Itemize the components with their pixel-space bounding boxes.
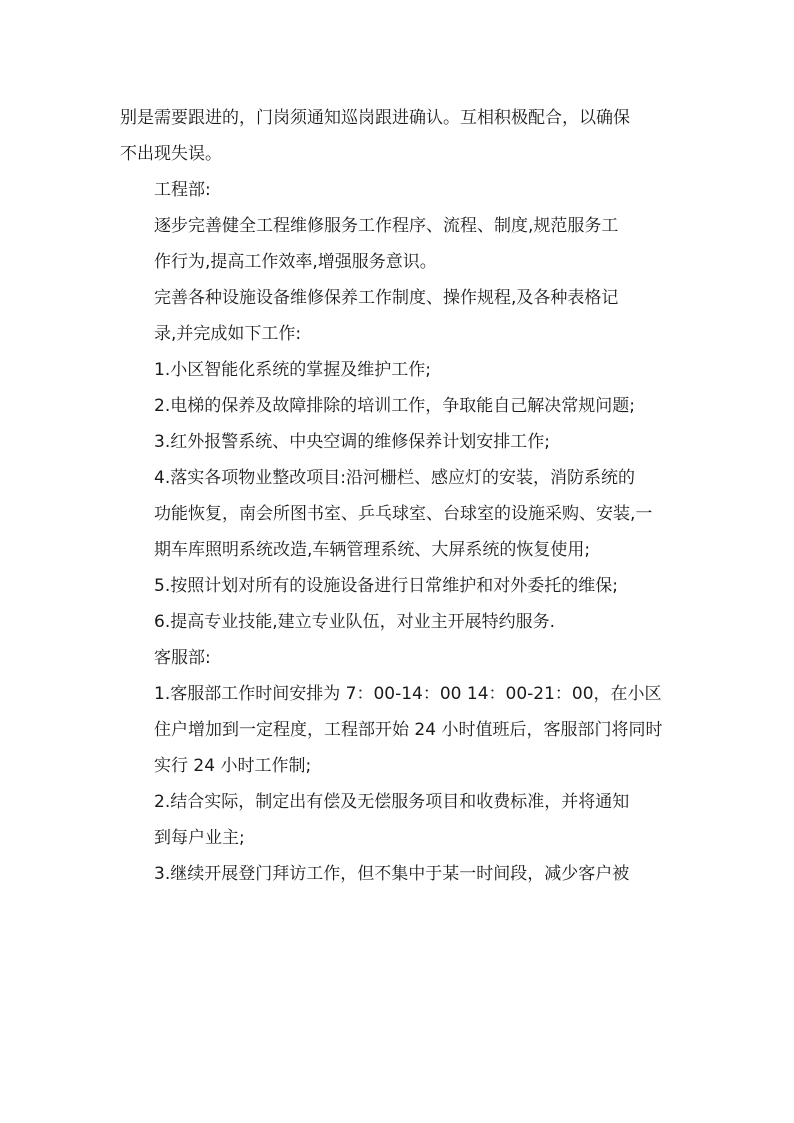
text-line: 2.电梯的保养及故障排除的培训工作，争取能自己解决常规问题; xyxy=(154,396,635,416)
text-line: 客服部: xyxy=(154,648,211,668)
paragraph xyxy=(120,424,680,460)
text-line: 住户增加到一定程度，工程部开始 24 小时值班后，客服部门将同时 xyxy=(154,720,663,740)
paragraph xyxy=(120,784,680,856)
text-line: 3.继续开展登门拜访工作，但不集中于某一时间段，减少客户被 xyxy=(154,864,630,884)
text-line: 1.小区智能化系统的掌握及维护工作; xyxy=(154,360,431,380)
paragraph xyxy=(120,676,680,784)
paragraph xyxy=(120,388,680,424)
text-line: 到每户业主; xyxy=(154,828,245,848)
text-line: 4.落实各项物业整改项目:沿河栅栏、感应灯的安装，消防系统的 xyxy=(154,468,635,488)
paragraph xyxy=(120,640,680,676)
text-line: 5.按照计划对所有的设施设备进行日常维护和对外委托的维保; xyxy=(154,576,618,596)
text-line: 实行 24 小时工作制; xyxy=(154,756,312,776)
text-line: 完善各种设施设备维修保养工作制度、操作规程,及各种表格记 xyxy=(154,288,619,308)
text-line: 功能恢复，南会所图书室、乒乓球室、台球室的设施采购、安装,一 xyxy=(154,504,653,524)
paragraph xyxy=(120,568,680,604)
paragraph xyxy=(120,172,680,208)
text-line: 不出现失误。 xyxy=(120,144,222,164)
paragraph xyxy=(120,460,680,568)
text-line: 3.红外报警系统、中央空调的维修保养计划安排工作; xyxy=(154,432,550,452)
paragraph xyxy=(120,604,680,640)
text-line: 2.结合实际，制定出有偿及无偿服务项目和收费标准，并将通知 xyxy=(154,792,630,812)
paragraph xyxy=(120,280,680,352)
text-line: 逐步完善健全工程维修服务工作程序、流程、制度,规范服务工 xyxy=(154,216,619,236)
text-line: 别是需要跟进的，门岗须通知巡岗跟进确认。互相积极配合，以确保 xyxy=(120,108,630,128)
text-line: 6.提高专业技能,建立专业队伍，对业主开展特约服务. xyxy=(154,612,556,632)
paragraph xyxy=(120,352,680,388)
paragraph xyxy=(120,208,680,280)
document-body xyxy=(120,100,680,892)
text-line: 工程部: xyxy=(154,180,211,200)
text-line: 录,并完成如下工作: xyxy=(154,324,302,344)
text-line: 1.客服部工作时间安排为 7：00-14：00 14：00-21：00，在小区 xyxy=(154,684,662,704)
text-line: 作行为,提高工作效率,增强服务意识。 xyxy=(154,252,437,272)
paragraph xyxy=(120,856,680,892)
text-line: 期车库照明系统改造,车辆管理系统、大屏系统的恢复使用; xyxy=(154,540,591,560)
paragraph xyxy=(120,100,680,172)
